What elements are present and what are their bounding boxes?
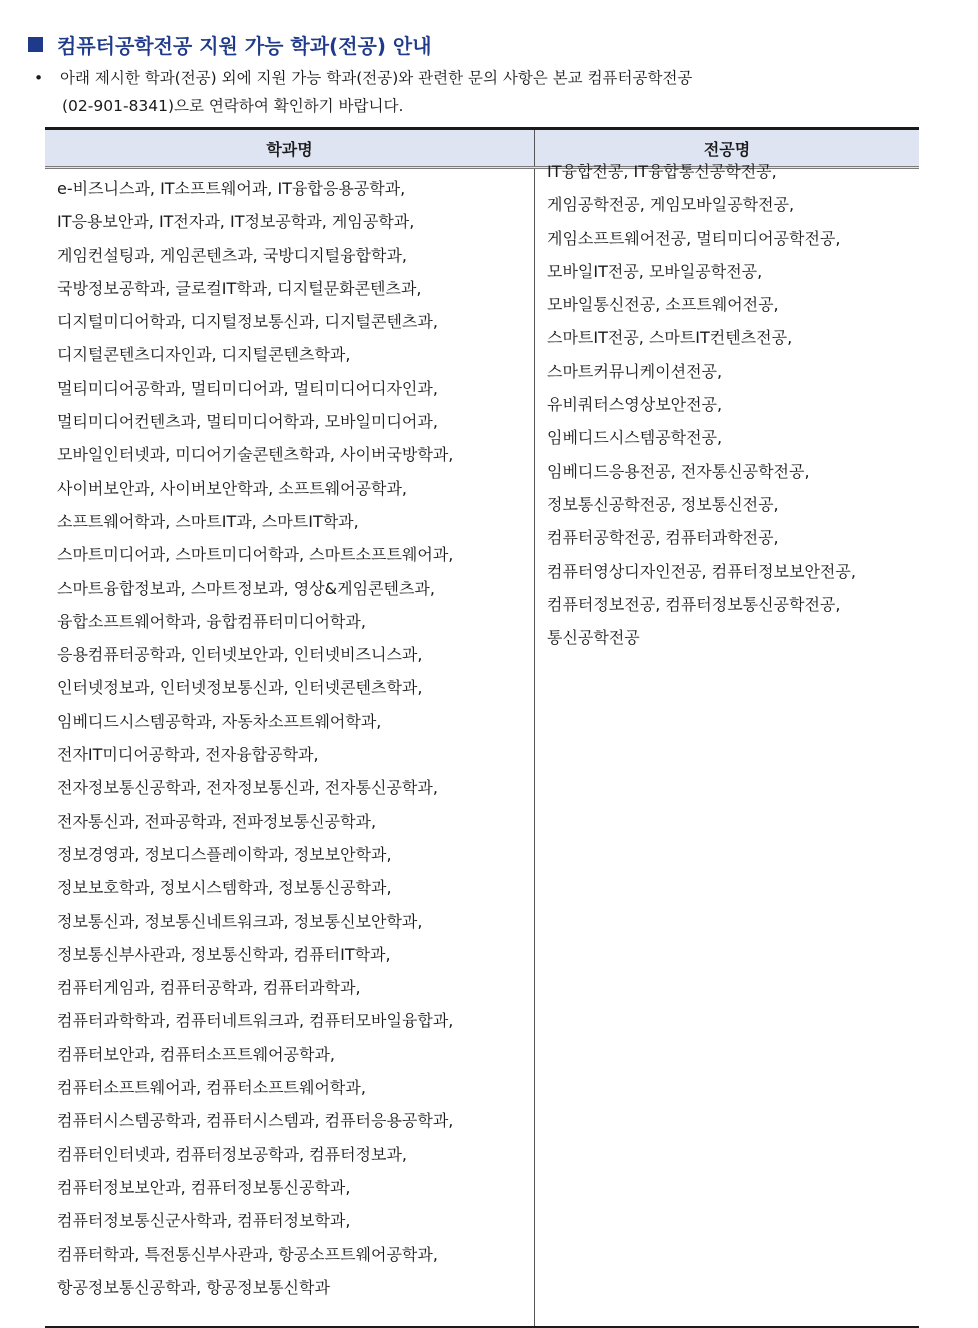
notice-line-1: 아래 제시한 학과(전공) 외에 지원 가능 학과(전공)와 관련한 문의 사항은 본교 컴퓨터공학전공 — [60, 69, 693, 87]
section-title: 컴퓨터공학전공 지원 가능 학과(전공) 안내 — [57, 34, 432, 58]
table-row — [45, 168, 919, 1328]
department-list — [57, 172, 534, 1304]
header-department-name: 학과명 — [45, 129, 535, 168]
department-line: 정보통신과, 정보통신네트워크과, 정보통신보안학과, — [57, 911, 423, 931]
department-line: 소프트웨어학과, 스마트IT과, 스마트IT학과, — [57, 511, 359, 531]
department-line: IT응용보안과, IT전자과, IT정보공학과, 게임공학과, — [57, 212, 415, 232]
notice-text — [34, 64, 934, 120]
department-line: 컴퓨터보안과, 컴퓨터소프트웨어공학과, — [57, 1044, 336, 1064]
department-line: 게임컨설팅과, 게임콘텐츠과, 국방디지털융합학과, — [57, 245, 408, 265]
major-line: 컴퓨터정보전공, 컴퓨터정보통신공학전공, — [547, 594, 841, 614]
major-line: 스마트커뮤니케이션전공, — [547, 361, 723, 381]
major-line: 컴퓨터영상디자인전공, 컴퓨터정보보안전공, — [547, 561, 856, 581]
department-line: 모바일인터넷과, 미디어기술콘텐츠학과, 사이버국방학과, — [57, 445, 454, 465]
department-line: 정보경영과, 정보디스플레이학과, 정보보안학과, — [57, 844, 392, 864]
department-line: 멀티미디어컨텐츠과, 멀티미디어학과, 모바일미디어과, — [57, 412, 438, 432]
department-line: 컴퓨터학과, 특전통신부사관과, 항공소프트웨어공학과, — [57, 1244, 438, 1264]
major-line: 스마트IT전공, 스마트IT컨텐츠전공, — [547, 328, 793, 348]
department-line: 정보통신부사관과, 정보통신학과, 컴퓨터IT학과, — [57, 944, 391, 964]
major-line: 통신공학전공 — [547, 628, 640, 648]
major-line: 컴퓨터공학전공, 컴퓨터과학전공, — [547, 528, 779, 548]
department-line: 컴퓨터과학학과, 컴퓨터네트워크과, 컴퓨터모바일융합과, — [57, 1011, 454, 1031]
department-line: 컴퓨터인터넷과, 컴퓨터정보공학과, 컴퓨터정보과, — [57, 1144, 408, 1164]
department-line: 항공정보통신공학과, 항공정보통신학과 — [57, 1277, 330, 1297]
major-line: 임베디드응용전공, 전자통신공학전공, — [547, 461, 810, 481]
major-line: 모바일IT전공, 모바일공학전공, — [547, 261, 763, 281]
notice-line-2: (02-901-8341)으로 연락하여 확인하기 바랍니다. — [62, 97, 404, 115]
department-line: 스마트융합정보과, 스마트정보과, 영상&게임콘텐츠과, — [57, 578, 435, 598]
department-line: 컴퓨터정보통신군사학과, 컴퓨터정보학과, — [57, 1211, 351, 1231]
department-line: 사이버보안과, 사이버보안학과, 소프트웨어공학과, — [57, 478, 408, 498]
department-line: 컴퓨터게임과, 컴퓨터공학과, 컴퓨터과학과, — [57, 978, 361, 998]
section-heading — [28, 30, 432, 59]
department-line: 정보보호학과, 정보시스템학과, 정보통신공학과, — [57, 878, 392, 898]
department-line: 인터넷정보과, 인터넷정보통신과, 인터넷콘텐츠학과, — [57, 678, 423, 698]
department-line: 멀티미디어공학과, 멀티미디어과, 멀티미디어디자인과, — [57, 378, 438, 398]
department-line: 컴퓨터시스템공학과, 컴퓨터시스템과, 컴퓨터응용공학과, — [57, 1111, 454, 1131]
square-bullet-icon — [28, 37, 43, 52]
major-line: 임베디드시스템공학전공, — [547, 428, 723, 448]
department-line: e-비즈니스과, IT소프트웨어과, IT융합응용공학과, — [57, 179, 406, 198]
department-line: 응용컴퓨터공학과, 인터넷보안과, 인터넷비즈니스과, — [57, 645, 423, 665]
department-line: 국방정보공학과, 글로컬IT학과, 디지털문화콘텐츠과, — [57, 278, 422, 298]
department-line: 임베디드시스템공학과, 자동차소프트웨어학과, — [57, 711, 382, 731]
department-line: 전자IT미디어공학과, 전자융합공학과, — [57, 745, 319, 765]
department-list-cell — [45, 168, 535, 1328]
major-line: 유비쿼터스영상보안전공, — [547, 395, 723, 415]
major-line: 게임소프트웨어전공, 멀티미디어공학전공, — [547, 228, 841, 248]
major-line: 게임공학전공, 게임모바일공학전공, — [547, 195, 795, 215]
department-line: 스마트미디어과, 스마트미디어학과, 스마트소프트웨어과, — [57, 545, 454, 565]
department-line: 융합소프트웨어학과, 융합컴퓨터미디어학과, — [57, 611, 366, 631]
department-line: 디지털콘텐츠디자인과, 디지털콘텐츠학과, — [57, 345, 351, 365]
department-line: 컴퓨터소프트웨어과, 컴퓨터소프트웨어학과, — [57, 1078, 366, 1098]
header-major-name: 전공명 — [535, 129, 920, 168]
department-line: 전자통신과, 전파공학과, 전파정보통신공학과, — [57, 811, 377, 831]
major-line: 모바일통신전공, 소프트웨어전공, — [547, 295, 779, 315]
major-list-cell — [535, 162, 920, 1328]
major-line: 정보통신공학전공, 정보통신전공, — [547, 494, 779, 514]
department-line: 전자정보통신공학과, 전자정보통신과, 전자통신공학과, — [57, 778, 438, 798]
department-line: 컴퓨터정보보안과, 컴퓨터정보통신공학과, — [57, 1177, 351, 1197]
bullet-icon: • — [34, 69, 44, 87]
major-list — [547, 155, 919, 654]
major-line: IT융합전공, IT융합통신공학전공, — [547, 162, 777, 181]
eligible-departments-table — [45, 127, 919, 1328]
department-line: 디지털미디어학과, 디지털정보통신과, 디지털콘텐츠과, — [57, 312, 438, 332]
